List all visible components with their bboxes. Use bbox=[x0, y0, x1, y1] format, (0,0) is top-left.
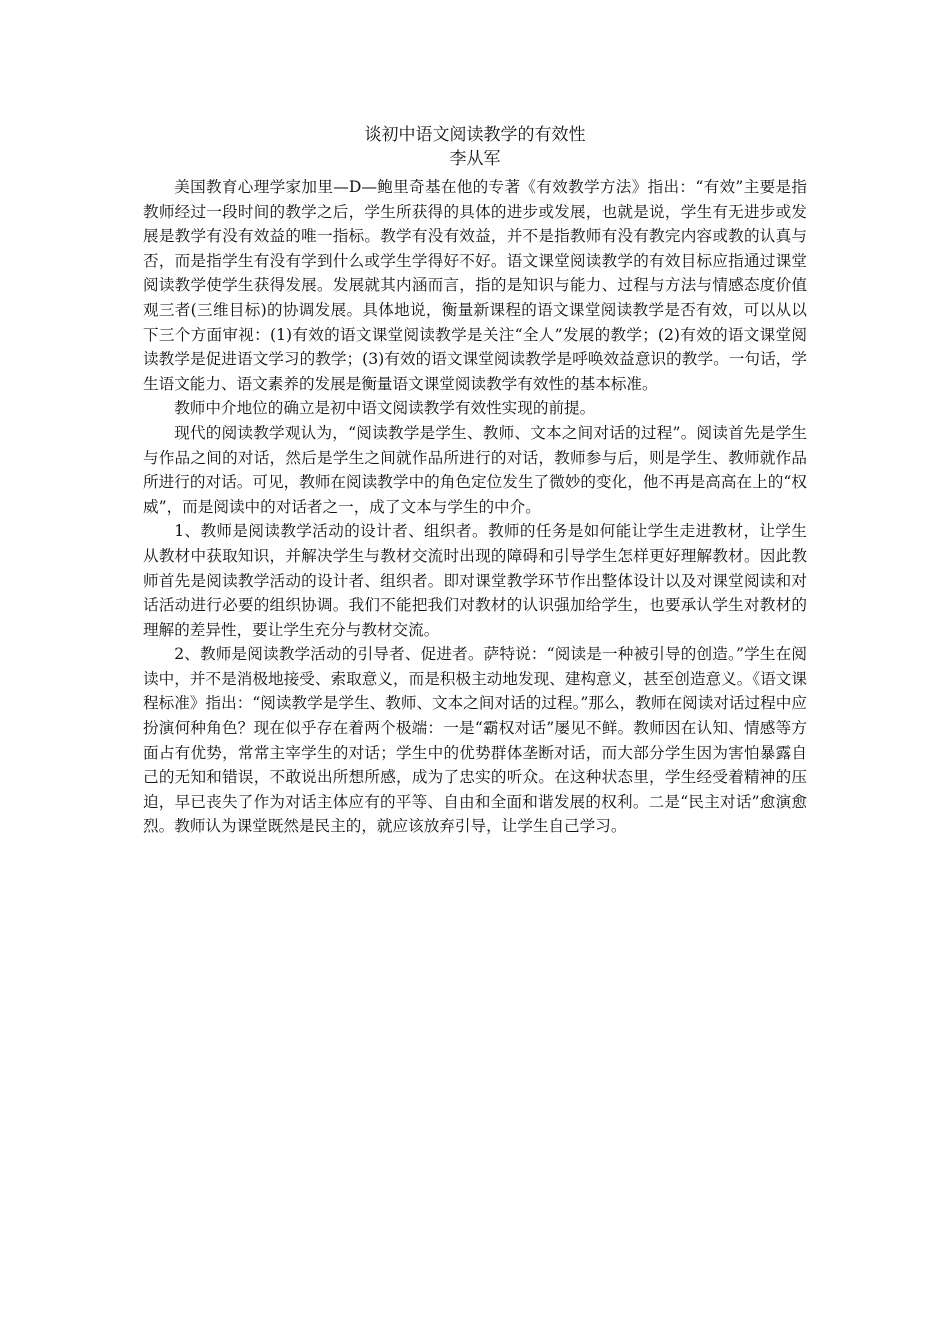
paragraph-5: 2、教师是阅读教学活动的引导者、促进者。萨特说：“阅读是一种被引导的创造。”学生在阅读中，并不是消极地接受、索取意义，而是积极主动地发现、建构意义，甚至创造意义。《语文课程标准》指出：“阅读教学是学生、教师、文本之间对话的过程。”那么，教师在阅读对话过程中应扮演何种角色？现在似乎存在着两个极端：一是“霸权对话”屡见不鲜。教师因在认知、情感等方面占有优势，常常主宰学生的对话；学生中的优势群体垄断对话，而大部分学生因为害怕暴露自己的无知和错误，不敢说出所想所感，成为了忠实的听众。在这种状态里，学生经受着精神的压迫，早已丧失了作为对话主体应有的平等、自由和全面和谐发展的权利。二是“民主对话”愈演愈烈。教师认为课堂既然是民主的，就应该放弃引导，让学生自己学习。 bbox=[143, 645, 807, 836]
paragraph-3: 现代的阅读教学观认为，“阅读教学是学生、教师、文本之间对话的过程”。阅读首先是学生与作品之间的对话，然后是学生之间就作品所进行的对话，教师参与后，则是学生、教师就作品所进行的对话。可见，教师在阅读教学中的角色定位发生了微妙的变化，他不再是高高在上的“权威”，而是阅读中的对话者之一，成了文本与学生的中介。 bbox=[143, 423, 807, 516]
document-body bbox=[143, 175, 807, 839]
document-author: 李从军 bbox=[449, 149, 501, 169]
document-title: 谈初中语文阅读教学的有效性 bbox=[364, 125, 586, 145]
paragraph-4: 1、教师是阅读教学活动的设计者、组织者。教师的任务是如何能让学生走进教材，让学生从教材中获取知识，并解决学生与教材交流时出现的障碍和引导学生怎样更好理解教材。因此教师首先是阅读教学活动的设计者、组织者。即对课堂教学环节作出整体设计以及对课堂阅读和对话活动进行必要的组织协调。我们不能把我们对教材的认识强加给学生，也要承认学生对教材的理解的差异性，要让学生充分与教材交流。 bbox=[143, 522, 807, 639]
paragraph-1: 美国教育心理学家加里—D—鲍里奇基在他的专著《有效教学方法》指出：“有效”主要是指教师经过一段时间的教学之后，学生所获得的具体的进步或发展，也就是说，学生有无进步或发展是教学有没有效益的唯一指标。教学有没有效益，并不是指教师有没有教完内容或教的认真与否，而是指学生有没有学到什么或学生学得好不好。语文课堂阅读教学的有效目标应指通过课堂阅读教学使学生获得发展。发展就其内涵而言，指的是知识与能力、过程与方法与情感态度价值观三者(三维目标)的协调发展。具体地说，衡量新课程的语文课堂阅读教学是否有效，可以从以下三个方面审视：(1)有效的语文课堂阅读教学是关注“全人”发展的教学；(2)有效的语文课堂阅读教学是促进语文学习的教学；(3)有效的语文课堂阅读教学是呼唤效益意识的教学。一句话，学生语文能力、语文素养的发展是衡量语文课堂阅读教学有效性的基本标准。 bbox=[143, 178, 807, 393]
paragraph-2: 教师中介地位的确立是初中语文阅读教学有效性实现的前提。 bbox=[174, 399, 596, 418]
